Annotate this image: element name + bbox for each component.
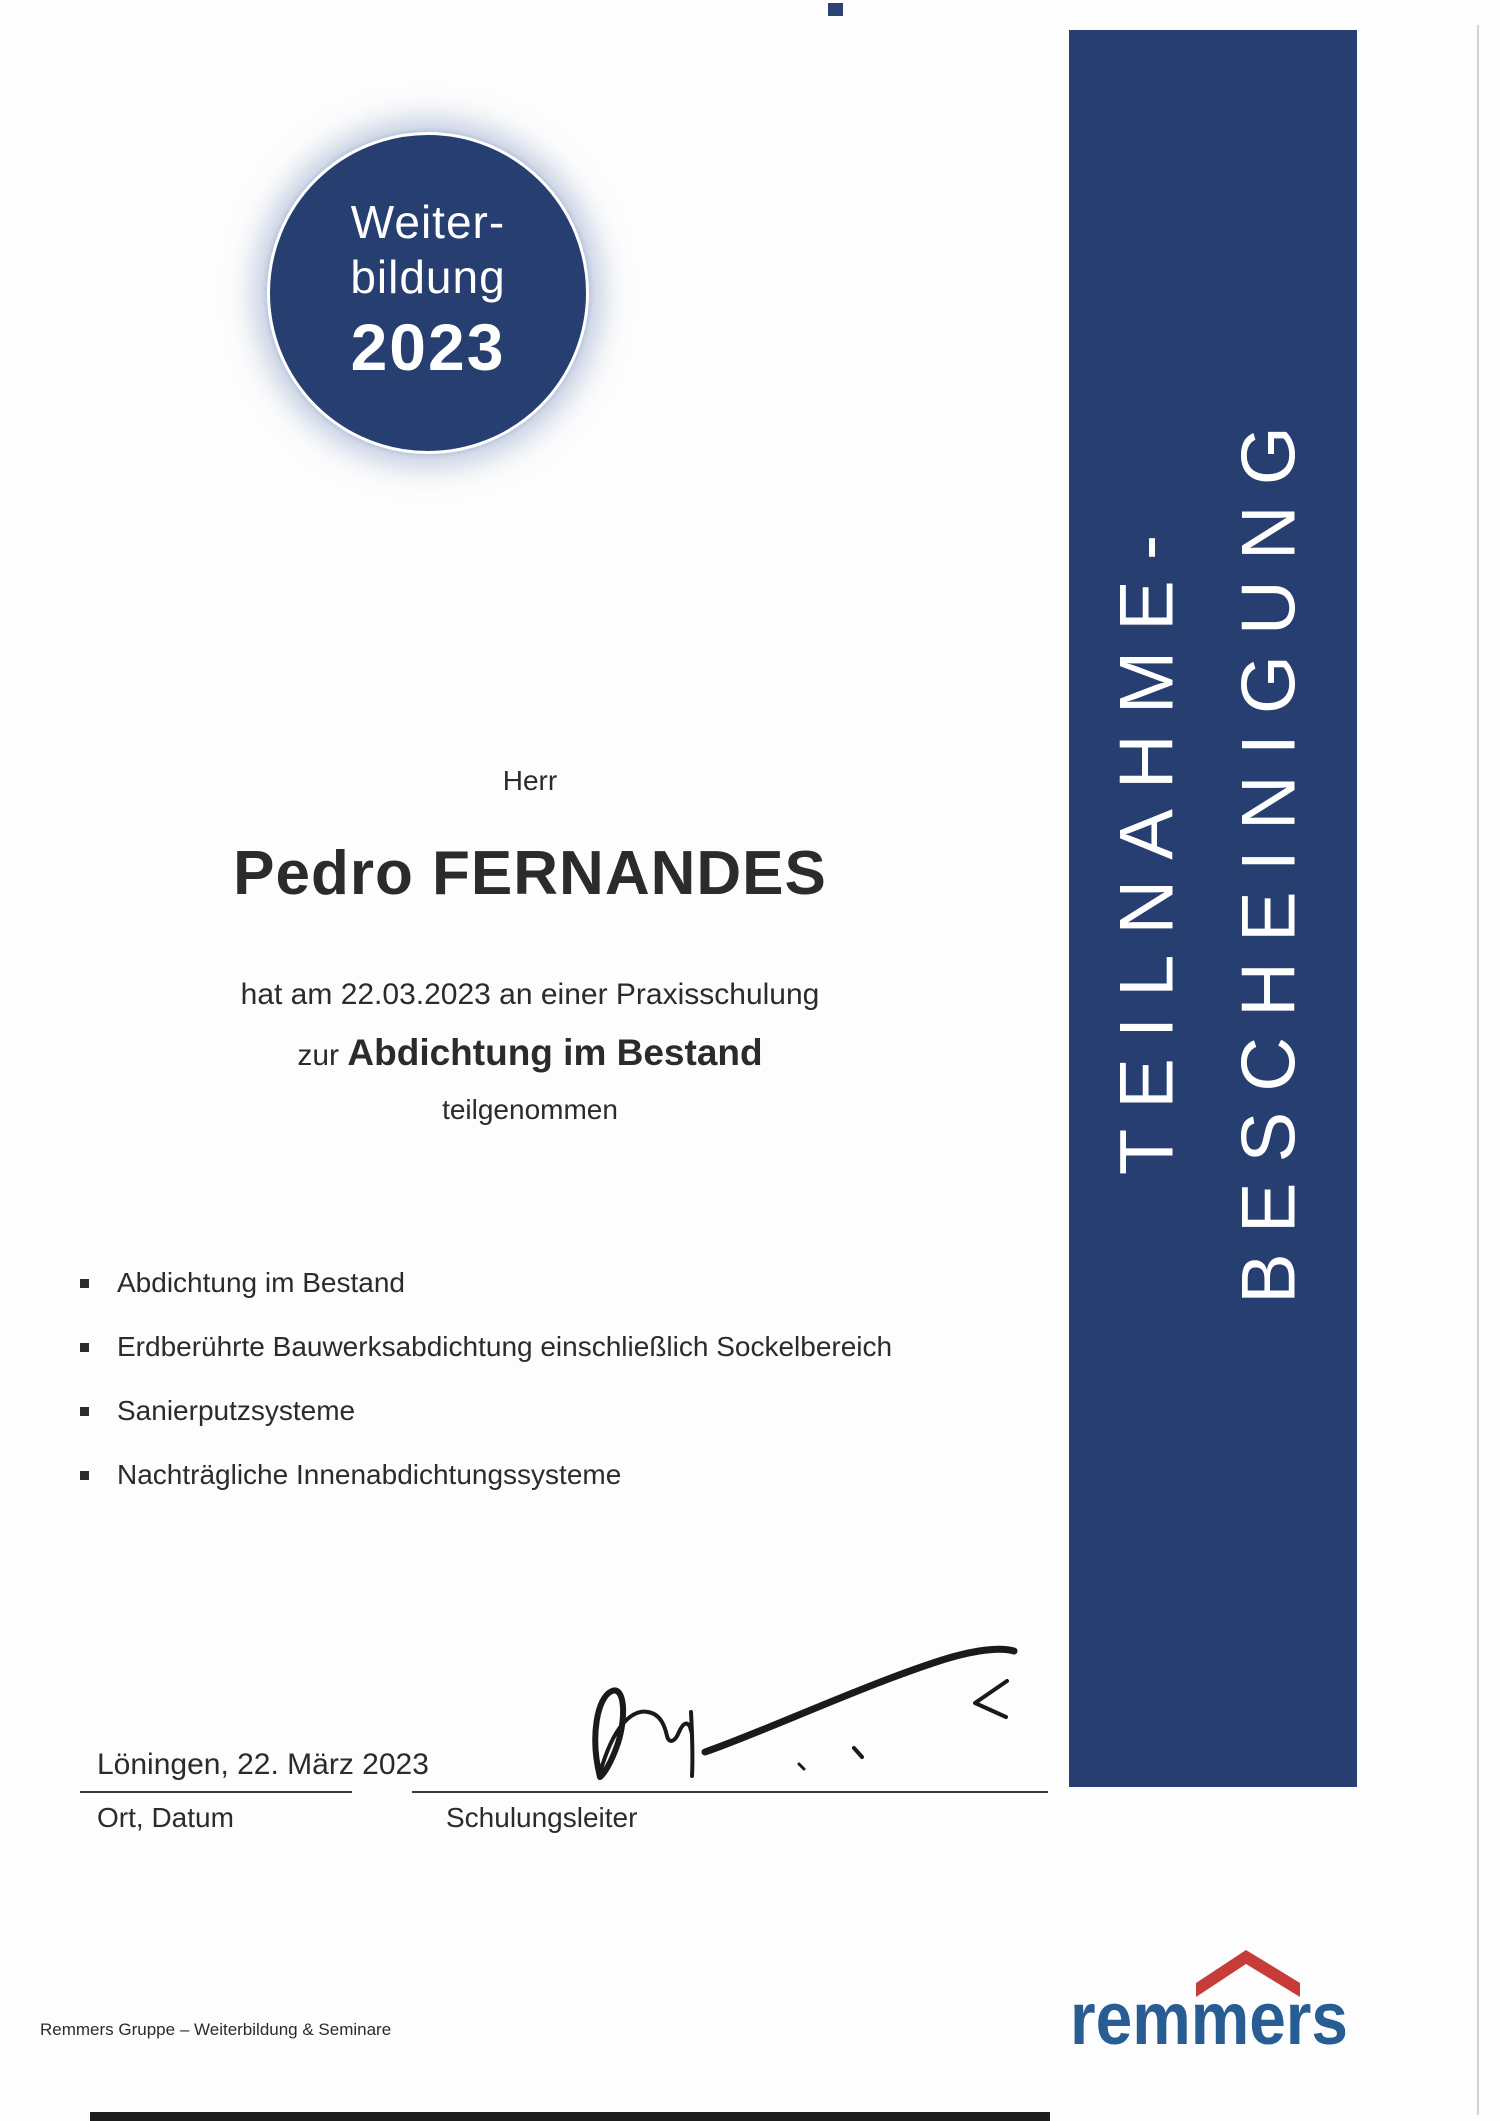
title-banner	[1069, 30, 1357, 1787]
list-item	[80, 1460, 980, 1490]
signature-rule-line	[412, 1791, 1048, 1793]
place-date: Löningen, 22. März 2023	[97, 1748, 429, 1781]
square-bullet-icon	[80, 1343, 89, 1352]
list-item-label: Nachträgliche Innenabdichtungssysteme	[117, 1459, 622, 1490]
list-item	[80, 1396, 980, 1426]
date-rule-line	[80, 1791, 352, 1793]
body-line1: hat am 22.03.2023 an einer Praxisschulung	[240, 978, 820, 1011]
list-item-label: Erdberührte Bauwerksabdichtung einschließlich Sockelbereich	[117, 1331, 893, 1362]
body-topic: Abdichtung im Bestand	[347, 1032, 763, 1073]
list-item-label: Abdichtung im Bestand	[117, 1267, 405, 1298]
body-topic-prefix: zur	[297, 1039, 348, 1072]
body-closing: teilgenommen	[442, 1094, 618, 1125]
signature-handwriting	[555, 1615, 1035, 1795]
place-date-label: Ort, Datum	[97, 1802, 234, 1833]
signer-label: Schulungsleiter	[446, 1802, 638, 1833]
scan-bottom-bar	[90, 2112, 1050, 2121]
recipient-name: Pedro FERNANDES	[233, 839, 827, 908]
banner-title-line1: TEILNAHME-	[1104, 514, 1190, 1176]
badge-year: 2023	[350, 310, 506, 384]
logo-wordmark: remmers	[1070, 1977, 1348, 2060]
badge-line1: Weiter-	[350, 196, 506, 248]
list-item	[80, 1268, 980, 1298]
footer-company-line: Remmers Gruppe – Weiterbildung & Seminare	[40, 2020, 392, 2039]
badge-line2: bildung	[350, 251, 506, 303]
list-item	[80, 1332, 980, 1362]
scan-page-edge-line	[1477, 25, 1479, 2115]
weiterbildung-badge	[267, 132, 589, 454]
square-bullet-icon	[80, 1407, 89, 1416]
topic-list	[80, 1268, 980, 1524]
remmers-logo	[1068, 1940, 1353, 2060]
square-bullet-icon	[80, 1471, 89, 1480]
scan-artifact-mark	[828, 3, 843, 16]
banner-title-line2: BESCHEINIGUNG	[1226, 406, 1312, 1304]
list-item-label: Sanierputzsysteme	[117, 1395, 356, 1426]
body-topic-line	[0, 1032, 1060, 1074]
salutation: Herr	[502, 765, 558, 796]
square-bullet-icon	[80, 1279, 89, 1288]
